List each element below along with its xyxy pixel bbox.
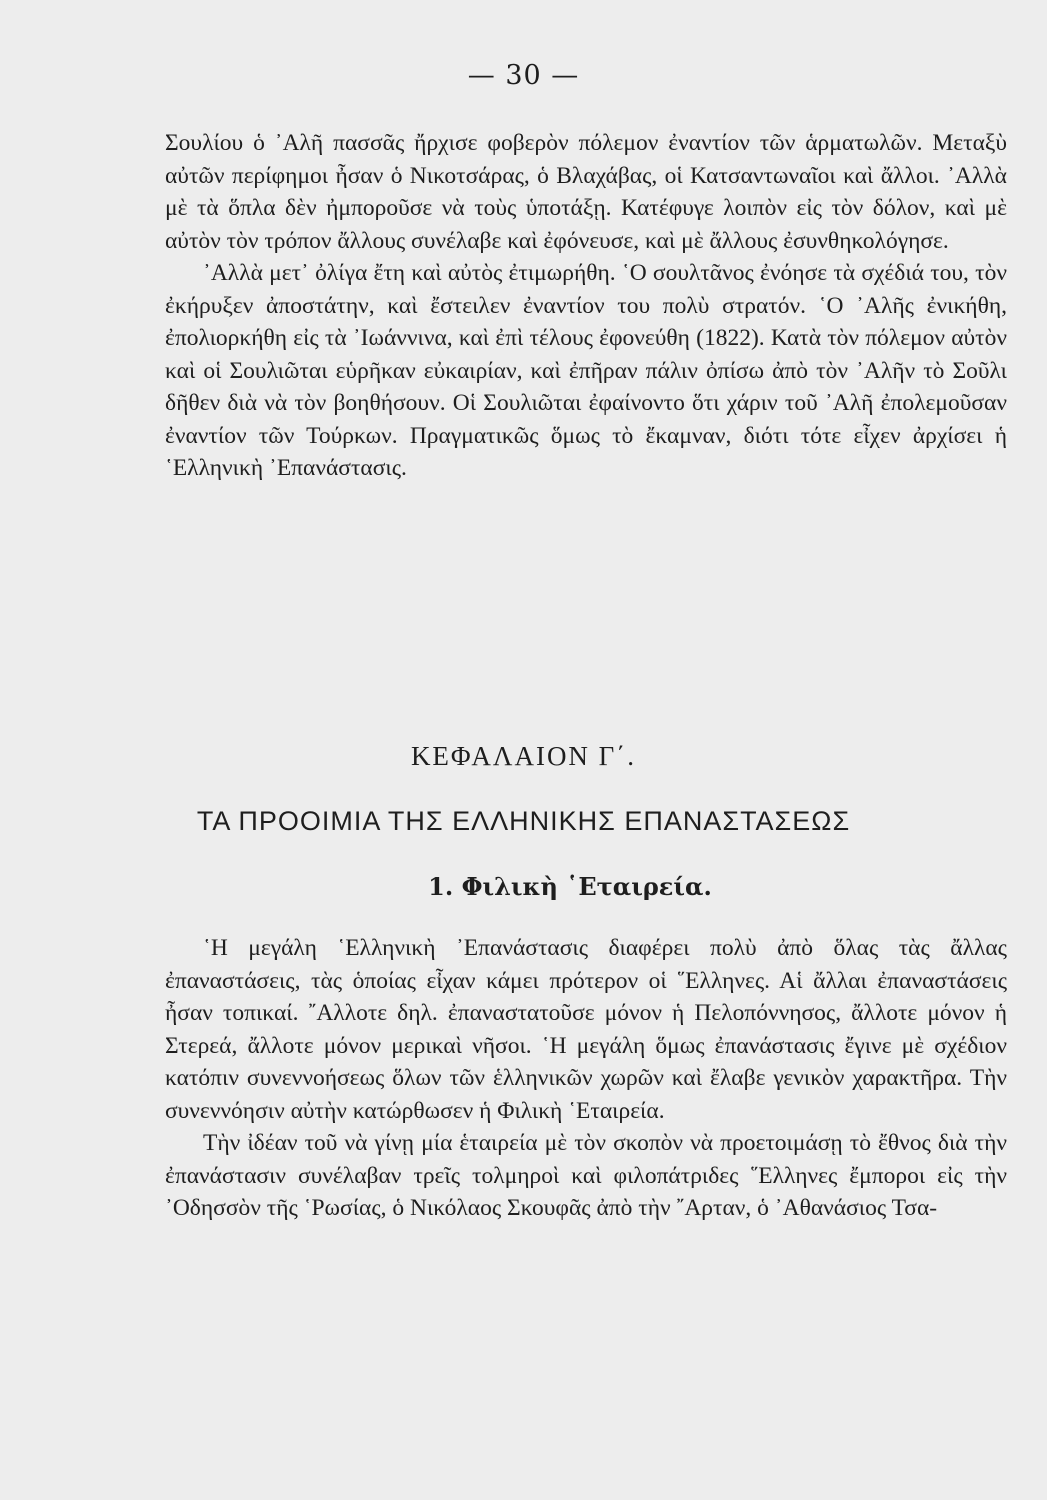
- chapter-title: ΚΕΦΑΛΑΙΟΝ Γ΄.: [410, 741, 637, 771]
- paragraph-ali-punished: ᾿Αλλὰ μετ᾿ ὀλίγα ἔτη καὶ αὐτὸς ἐτιμωρήθη. ῾Ο σουλτᾶνος ἐνόησε τὰ σχέδιά του, τὸν ἐκήρυξεν ἀποστάτην, καὶ ἔστειλεν ἐναντίον του πολὺ στρατόν. ῾Ο ᾿Αλῆς ἐνικήθη, ἐπολιορκήθη εἰς τὰ ᾿Ιωάννινα, καὶ ἐπὶ τέλους ἐφονεύθη (1822). Κατὰ τὸν πόλεμον αὐτὸν καὶ οἱ Σουλιῶται εὑρῆκαν εὐκαιρίαν, καὶ ἐπῆραν πάλιν ὀπίσω ἀπὸ τὸν ᾿Αλῆν τὸ Σοῦλι δῆθεν διὰ νὰ τὸν βοηθήσουν. Οἱ Σουλιῶται ἐφαίνοντο ὅτι χάριν τοῦ ᾿Αλῆ ἐπολεμοῦσαν ἐναντίον τῶν Τούρκων. Πραγματικῶς ὅμως τὸ ἔκαμναν, διότι τότε εἶχεν ἀρχίσει ἡ ῾Ελληνικὴ ᾿Επανάστασις.: [165, 260, 1007, 481]
- page-number: — 30 —: [467, 60, 580, 91]
- chapter-subtitle: ΤΑ ΠΡΟΟΙΜΙΑ ΤΗΣ ΕΛΛΗΝΙΚΗΣ ΕΠΑΝΑΣΤΑΣΕΩΣ: [196, 806, 851, 836]
- section-title: 1. Φιλικὴ ῾Εταιρεία.: [428, 872, 712, 901]
- text-block-top: [165, 127, 1007, 485]
- paragraph-founders: Τὴν ἰδέαν τοῦ νὰ γίνῃ μία ἑταιρεία μὲ τὸν σκοπὸν νὰ προετοιμάσῃ τὸ ἔθνος διὰ τὴν ἐπανάστασιν συνέλαβαν τρεῖς τολμηροὶ καὶ φιλοπάτριδες ῞Ελληνες ἔμποροι εἰς τὴν ᾿Οδησσὸν τῆς ῾Ρωσίας, ὁ Νικόλαος Σκουφᾶς ἀπὸ τὴν ῎Αρταν, ὁ ᾿Αθανάσιος Τσα-: [165, 1130, 1007, 1221]
- paragraph-ali-pasha-armatoloi: Σουλίου ὁ ᾿Αλῆ πασσᾶς ἤρχισε φοβερὸν πόλεμον ἐναντίον τῶν ἁρματωλῶν. Μεταξὺ αὐτῶν περίφημοι ἦσαν ὁ Νικοτσάρας, ὁ Βλαχάβας, οἱ Κατσαντωναῖοι καὶ ἄλλοι. ᾿Αλλὰ μὲ τὰ ὅπλα δὲν ἠμποροῦσε νὰ τοὺς ὑποτάξῃ. Κατέφυγε λοιπὸν εἰς τὸν δόλον, καὶ μὲ αὐτὸν τὸν τρόπον ἄλλους συνέλαβε καὶ ἐφόνευσε, καὶ μὲ ἄλλους ἐσυνθηκολόγησε.: [165, 130, 1007, 254]
- text-block-bottom: [165, 932, 1007, 1225]
- paragraph-great-revolution: ῾Η μεγάλη ῾Ελληνικὴ ᾿Επανάστασις διαφέρει πολὺ ἀπὸ ὅλας τὰς ἄλλας ἐπαναστάσεις, τὰς ὁποίας εἶχαν κάμει πρότερον οἱ ῞Ελληνες. Αἱ ἄλλαι ἐπαναστάσεις ἦσαν τοπικαί. ῎Αλλοτε δηλ. ἐπαναστατοῦσε μόνον ἡ Πελοπόννησος, ἄλλοτε μόνον ἡ Στερεά, ἄλλοτε μόνον μερικαὶ νῆσοι. ῾Η μεγάλη ὅμως ἐπανάστασις ἔγινε μὲ σχέδιον κατόπιν συνεννοήσεως ὅλων τῶν ἑλληνικῶν χωρῶν καὶ ἔλαβε γενικὸν χαρακτῆρα. Τὴν συνεννόησιν αὐτὴν κατώρθωσεν ἡ Φιλικὴ ῾Εταιρεία.: [165, 935, 1007, 1124]
